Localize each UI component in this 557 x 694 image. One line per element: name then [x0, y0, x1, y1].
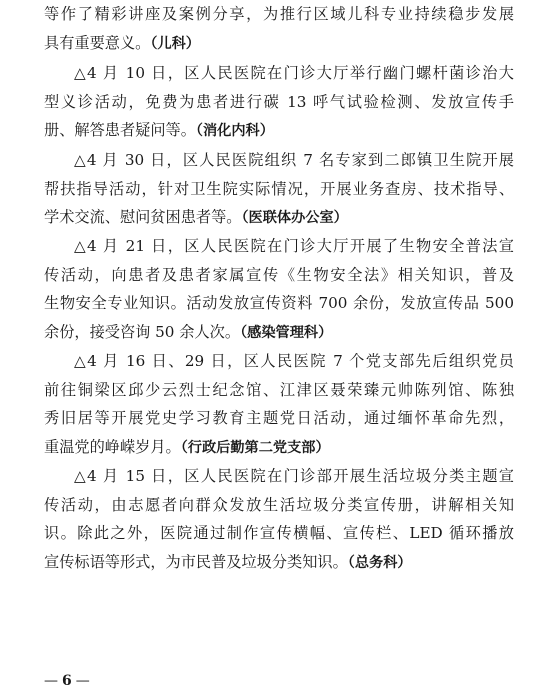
department-tag: （行政后勤第二党支部）	[180, 440, 330, 457]
paragraph-line	[44, 203, 514, 233]
paragraph-party-branch	[44, 347, 514, 463]
paragraph-line: △4 月 15 日，区人民医院在门诊部开展生活垃圾分类主题宣	[74, 467, 514, 485]
paragraph-line: 传活动，由志愿者向群众发放生活垃圾分类宣传册，讲解相关知	[44, 495, 514, 514]
paragraph-pediatrics	[44, 0, 514, 58]
paragraph-line: 秀旧居等开展党史学习教育主题党日活动，通过缅怀革命先烈，	[44, 409, 514, 428]
paragraph-line-text: 学术交流、慰问贫困患者等。	[44, 208, 242, 227]
paragraph-line: 帮扶指导活动，针对卫生院实际情况，开展业务查房、技术指导、	[44, 179, 514, 198]
department-tag: （总务科）	[347, 555, 412, 572]
department-tag: （儿科）	[150, 35, 200, 52]
footer-dash-right: —	[75, 673, 90, 689]
paragraph-line-text: 重温党的峥嵘岁月。	[44, 438, 181, 457]
department-tag: （消化内科）	[195, 123, 274, 140]
paragraph-line: 等作了精彩讲座及案例分享，为推行区域儿科专业持续稳步发展	[44, 5, 514, 23]
paragraph-infection-management	[44, 232, 514, 348]
paragraph-general-affairs	[44, 462, 514, 578]
paragraph-line: △4 月 30 日，区人民医院组织 7 名专家到二郎镇卫生院开展	[74, 151, 514, 169]
paragraph-line	[44, 548, 514, 578]
page-footer	[44, 672, 90, 690]
paragraph-line	[44, 433, 514, 463]
paragraph-line: △4 月 10 日，区人民医院在门诊大厅举行幽门螺杆菌诊治大	[74, 64, 514, 82]
department-tag: （医联体办公室）	[241, 210, 348, 227]
paragraph-line	[44, 318, 514, 348]
paragraph-medical-alliance	[44, 146, 514, 233]
paragraph-line: 生物安全专业知识。活动发放宣传资料 700 余份，发放宣传品 500	[44, 294, 514, 313]
paragraph-line: 前往铜梁区邱少云烈士纪念馆、江津区聂荣臻元帅陈列馆、陈独	[44, 380, 514, 399]
paragraph-line: △4 月 21 日，区人民医院在门诊大厅开展了生物安全普法宣	[74, 237, 514, 255]
paragraph-line: 识。除此之外，医院通过制作宣传横幅、宣传栏、LED 循环播放	[44, 524, 514, 543]
paragraph-line-text: 余份，接受咨询 50 余人次。	[44, 323, 241, 342]
paragraph-line: 传活动，向患者及患者家属宣传《生物安全法》相关知识，普及	[44, 265, 514, 284]
paragraph-line-text: 具有重要意义。	[44, 33, 151, 52]
paragraph-line: 型义诊活动，免费为患者进行碳 13 呼气试验检测、发放宣传手	[44, 92, 514, 111]
paragraph-line	[44, 116, 514, 146]
page-number: 6	[62, 673, 72, 689]
paragraph-line	[44, 29, 514, 59]
paragraph-gastroenterology	[44, 59, 514, 146]
paragraph-line-text: 宣传标语等形式，为市民普及垃圾分类知识。	[44, 553, 348, 572]
paragraph-line-text: 册、解答患者疑问等。	[44, 121, 196, 140]
department-tag: （感染管理科）	[240, 325, 333, 342]
paragraph-line: △4 月 16 日、29 日，区人民医院 7 个党支部先后组织党员	[74, 352, 514, 370]
footer-dash-left: —	[44, 673, 58, 689]
